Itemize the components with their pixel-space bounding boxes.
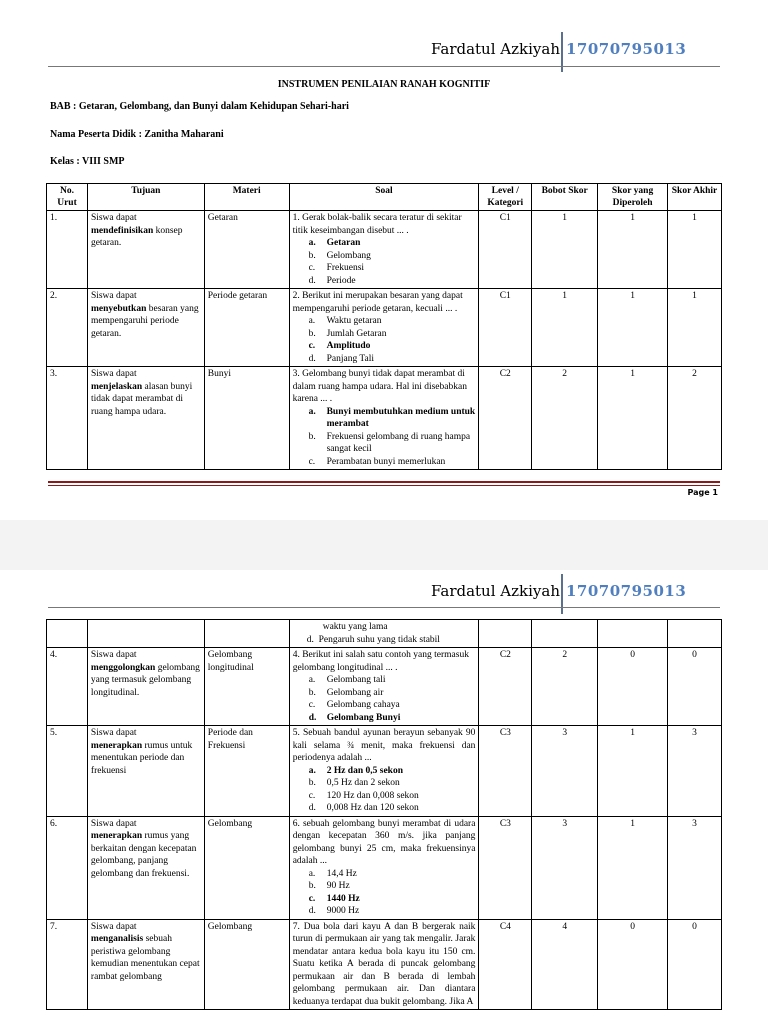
cell-no: 5. (47, 726, 88, 817)
cell-no: 1. (47, 211, 88, 289)
assessment-table-page2 (46, 619, 722, 1010)
tujuan-text-rest: konsep getaran. (90, 225, 183, 248)
question-text: 2. Berikut ini merupakan besaran yang dapat mempengaruhi periode getaran, kecuali ... . (292, 291, 463, 314)
bab-line: BAB : Getaran, Gelombang, dan Bunyi dalam Kehidupan Sehari-hari (50, 101, 349, 112)
column-header: Soal (289, 184, 479, 211)
column-header: Tujuan (87, 184, 204, 211)
cell-diperoleh: 1 (598, 289, 668, 367)
class-line: Kelas : VIII SMP (50, 156, 125, 167)
column-header: Bobot Skor (532, 184, 598, 211)
table-row (47, 919, 722, 1010)
cell-soal (289, 367, 479, 470)
answer-option: d. 9000 Hz (308, 906, 360, 916)
cell-tujuan (87, 816, 204, 919)
continued-text: waktu yang lama (322, 622, 388, 632)
tujuan-verb: menerapkan (90, 831, 143, 841)
cell-level: C2 (479, 648, 532, 726)
answer-option: d. Gelombang Bunyi (308, 712, 401, 723)
column-header: Skor yang Diperoleh (598, 184, 668, 211)
tujuan-text: Siswa dapat (90, 650, 137, 660)
answer-option: c. 120 Hz dan 0,008 sekon (308, 790, 419, 801)
cell-materi: Bunyi (204, 367, 289, 470)
answer-options (293, 765, 476, 815)
cell-diperoleh: 1 (598, 367, 668, 470)
question-text: 3. Gelombang bunyi tidak dapat merambat di dalam ruang hampa udara. Hal ini disebabkan karena ... . (292, 369, 467, 404)
cell-akhir: 1 (668, 289, 722, 367)
answer-option: d. Periode (308, 275, 356, 286)
header-author-name: Fardatul Azkiyah (430, 40, 560, 58)
cell-materi: Periode getaran (204, 289, 289, 367)
answer-option: a. Gelombang tali (308, 675, 386, 685)
cell-materi: Gelombang (204, 919, 289, 1010)
answer-option: a. 2 Hz dan 0,5 sekon (308, 765, 403, 776)
tujuan-text: Siswa dapat (90, 728, 137, 738)
table-header-row (47, 184, 722, 211)
answer-option: b. Frekuensi gelombang di ruang hampa sangat kecil (308, 431, 471, 454)
answer-options (293, 868, 476, 918)
cell-akhir: 0 (668, 919, 722, 1010)
answer-option: b. Gelombang (308, 250, 371, 261)
table-row (47, 289, 722, 367)
answer-options (293, 315, 476, 365)
cell-bobot: 1 (532, 211, 598, 289)
question-text: 5. Sebuah bandul ayunan berayun sebanyak 90 kali selama ¾ menit, maka frekuensi dan periodenya adalah ... (292, 728, 476, 763)
cell-no: 3. (47, 367, 88, 470)
tujuan-verb: menjelaskan (90, 381, 143, 392)
cell-tujuan (87, 726, 204, 817)
tujuan-text: Siswa dapat (90, 818, 137, 829)
answer-option: c. Frekuensi (308, 263, 365, 273)
tujuan-text: Siswa dapat (90, 291, 137, 301)
page-2 (0, 570, 768, 1024)
cell-akhir: 0 (668, 648, 722, 726)
table-row (47, 726, 722, 817)
header-rule-2 (48, 607, 720, 608)
cell-bobot: 1 (532, 289, 598, 367)
answer-option: c. 1440 Hz (308, 893, 360, 904)
cell-akhir: 3 (668, 816, 722, 919)
answer-option: b. Gelombang air (308, 687, 384, 698)
cell-akhir: 2 (668, 367, 722, 470)
cell-bobot: 3 (532, 726, 598, 817)
cell-bobot: 2 (532, 648, 598, 726)
cell-bobot: 4 (532, 919, 598, 1010)
footer-rule-thin (48, 485, 720, 486)
cell-level: C4 (479, 919, 532, 1010)
page-gap (0, 520, 768, 570)
answer-option: a. 14,4 Hz (308, 868, 357, 879)
answer-option: a. Bunyi membutuhkan medium untuk merambat (308, 406, 476, 429)
footer-rule-thick (48, 481, 720, 483)
tujuan-verb: menganalisis (90, 934, 144, 944)
cell-akhir: 3 (668, 726, 722, 817)
cell-diperoleh: 1 (598, 726, 668, 817)
cell-materi: Periode dan Frekuensi (204, 726, 289, 817)
cell-soal (289, 726, 479, 817)
column-header: Materi (204, 184, 289, 211)
tujuan-text-rest: sebuah peristiwa gelombang kemudian menentukan cepat rambat gelombang (90, 934, 200, 982)
cell-soal (289, 289, 479, 367)
cell-tujuan (87, 211, 204, 289)
tujuan-text: Siswa dapat (90, 369, 137, 379)
column-header: Skor Akhir (668, 184, 722, 211)
cell-tujuan (87, 289, 204, 367)
question-text: 7. Dua bola dari kayu A dan B bergerak naik turun di permukaan air yang tak mengalir. Jarak mendatar antara kedua bola kayu itu 150 cm. Suatu ketika A berada di puncak gelombang permukaan air dan B berada di lembah gelombang permukaan air. Dan diantara keduanya terdapat dua bukit gelombang. Jika A (292, 921, 476, 1007)
cell-no: 7. (47, 919, 88, 1010)
cell-level: C2 (479, 367, 532, 470)
cell-level: C3 (479, 726, 532, 817)
tujuan-text: Siswa dapat (90, 213, 137, 223)
header-student-id-2: 17070795013 (566, 582, 687, 600)
cell-tujuan (87, 919, 204, 1010)
header-student-id: 17070795013 (566, 40, 687, 58)
tujuan-verb: mendefinisikan (90, 225, 154, 236)
tujuan-text-rest: rumus untuk menentukan periode dan frekuensi (90, 740, 193, 776)
column-header: Level / Kategori (479, 184, 532, 211)
question-text: 6. sebuah gelombang bunyi merambat di udara dengan kecepatan 360 m/s. jika panjang gelombang bunyi 25 cm, maka frekuensinya adalah ... (292, 818, 476, 866)
answer-option: b. Jumlah Getaran (308, 328, 387, 339)
table-row (47, 816, 722, 919)
answer-option: c. Gelombang cahaya (308, 700, 400, 710)
cell-tujuan (87, 648, 204, 726)
cell-no: 6. (47, 816, 88, 919)
cell-soal (289, 919, 479, 1010)
assessment-table-page1 (46, 183, 722, 470)
answer-option: b. 0,5 Hz dan 2 sekon (308, 778, 400, 788)
table-row (47, 211, 722, 289)
header-author-name-2: Fardatul Azkiyah (430, 582, 560, 600)
answer-option: d. 0,008 Hz dan 120 sekon (308, 803, 419, 813)
answer-option: a. Getaran (308, 238, 361, 248)
tujuan-text-rest: alasan bunyi tidak dapat merambat di ruang hampa udara. (90, 381, 193, 417)
cell-level: C1 (479, 211, 532, 289)
question-text: 1. Gerak bolak-balik secara teratur di sekitar titik keseimbangan disebut ... . (292, 213, 462, 236)
tujuan-text: Siswa dapat (90, 921, 137, 932)
document-title: INSTRUMEN PENILAIAN RANAH KOGNITIF (277, 79, 491, 90)
cell-tujuan (87, 367, 204, 470)
cell-no: 2. (47, 289, 88, 367)
question-text: 4. Berikut ini salah satu contoh yang termasuk gelombang longitudinal ... . (292, 650, 469, 673)
header-rule (48, 66, 720, 67)
tujuan-verb: menggolongkan (90, 662, 156, 673)
answer-option: a. Waktu getaran (308, 316, 382, 326)
answer-option: d. Panjang Tali (308, 353, 375, 364)
cell-diperoleh: 0 (598, 648, 668, 726)
cell-diperoleh: 0 (598, 919, 668, 1010)
cell-level: C1 (479, 289, 532, 367)
cell-diperoleh: 1 (598, 211, 668, 289)
cell-soal (289, 648, 479, 726)
tujuan-verb: menyebutkan (90, 303, 147, 314)
cell-akhir: 1 (668, 211, 722, 289)
cell-soal (289, 211, 479, 289)
answer-option: c. Perambatan bunyi memerlukan (308, 456, 446, 467)
table-row (47, 367, 722, 470)
continued-option-d: d. Pengaruh suhu yang tidak stabil (306, 634, 440, 645)
answer-options (293, 674, 476, 724)
page-number: Page 1 (687, 488, 718, 497)
answer-option: c. Amplitudo (308, 341, 371, 351)
tujuan-verb: menerapkan (90, 740, 143, 751)
tujuan-text-rest: besaran yang mempengaruhi periode getaran. (90, 303, 199, 339)
header-divider-2 (561, 574, 563, 614)
tujuan-text-rest: gelombang yang termasuk gelombang longitudinal. (90, 662, 200, 698)
cell-soal (289, 816, 479, 919)
cell-bobot: 2 (532, 367, 598, 470)
column-header: No. Urut (47, 184, 88, 211)
cell-level: C3 (479, 816, 532, 919)
table-row-continued (47, 620, 722, 648)
answer-option: b. 90 Hz (308, 881, 350, 891)
cell-materi: Gelombang longitudinal (204, 648, 289, 726)
table-row (47, 648, 722, 726)
tujuan-text-rest: rumus yang berkaitan dengan kecepatan gelombang, panjang gelombang dan frekuensi. (90, 831, 197, 879)
cell-materi: Gelombang (204, 816, 289, 919)
answer-options (293, 237, 476, 287)
cell-materi: Getaran (204, 211, 289, 289)
student-name-line: Nama Peserta Didik : Zanitha Maharani (50, 129, 224, 140)
cell-diperoleh: 1 (598, 816, 668, 919)
answer-options (293, 406, 476, 469)
cell-bobot: 3 (532, 816, 598, 919)
cell-no: 4. (47, 648, 88, 726)
